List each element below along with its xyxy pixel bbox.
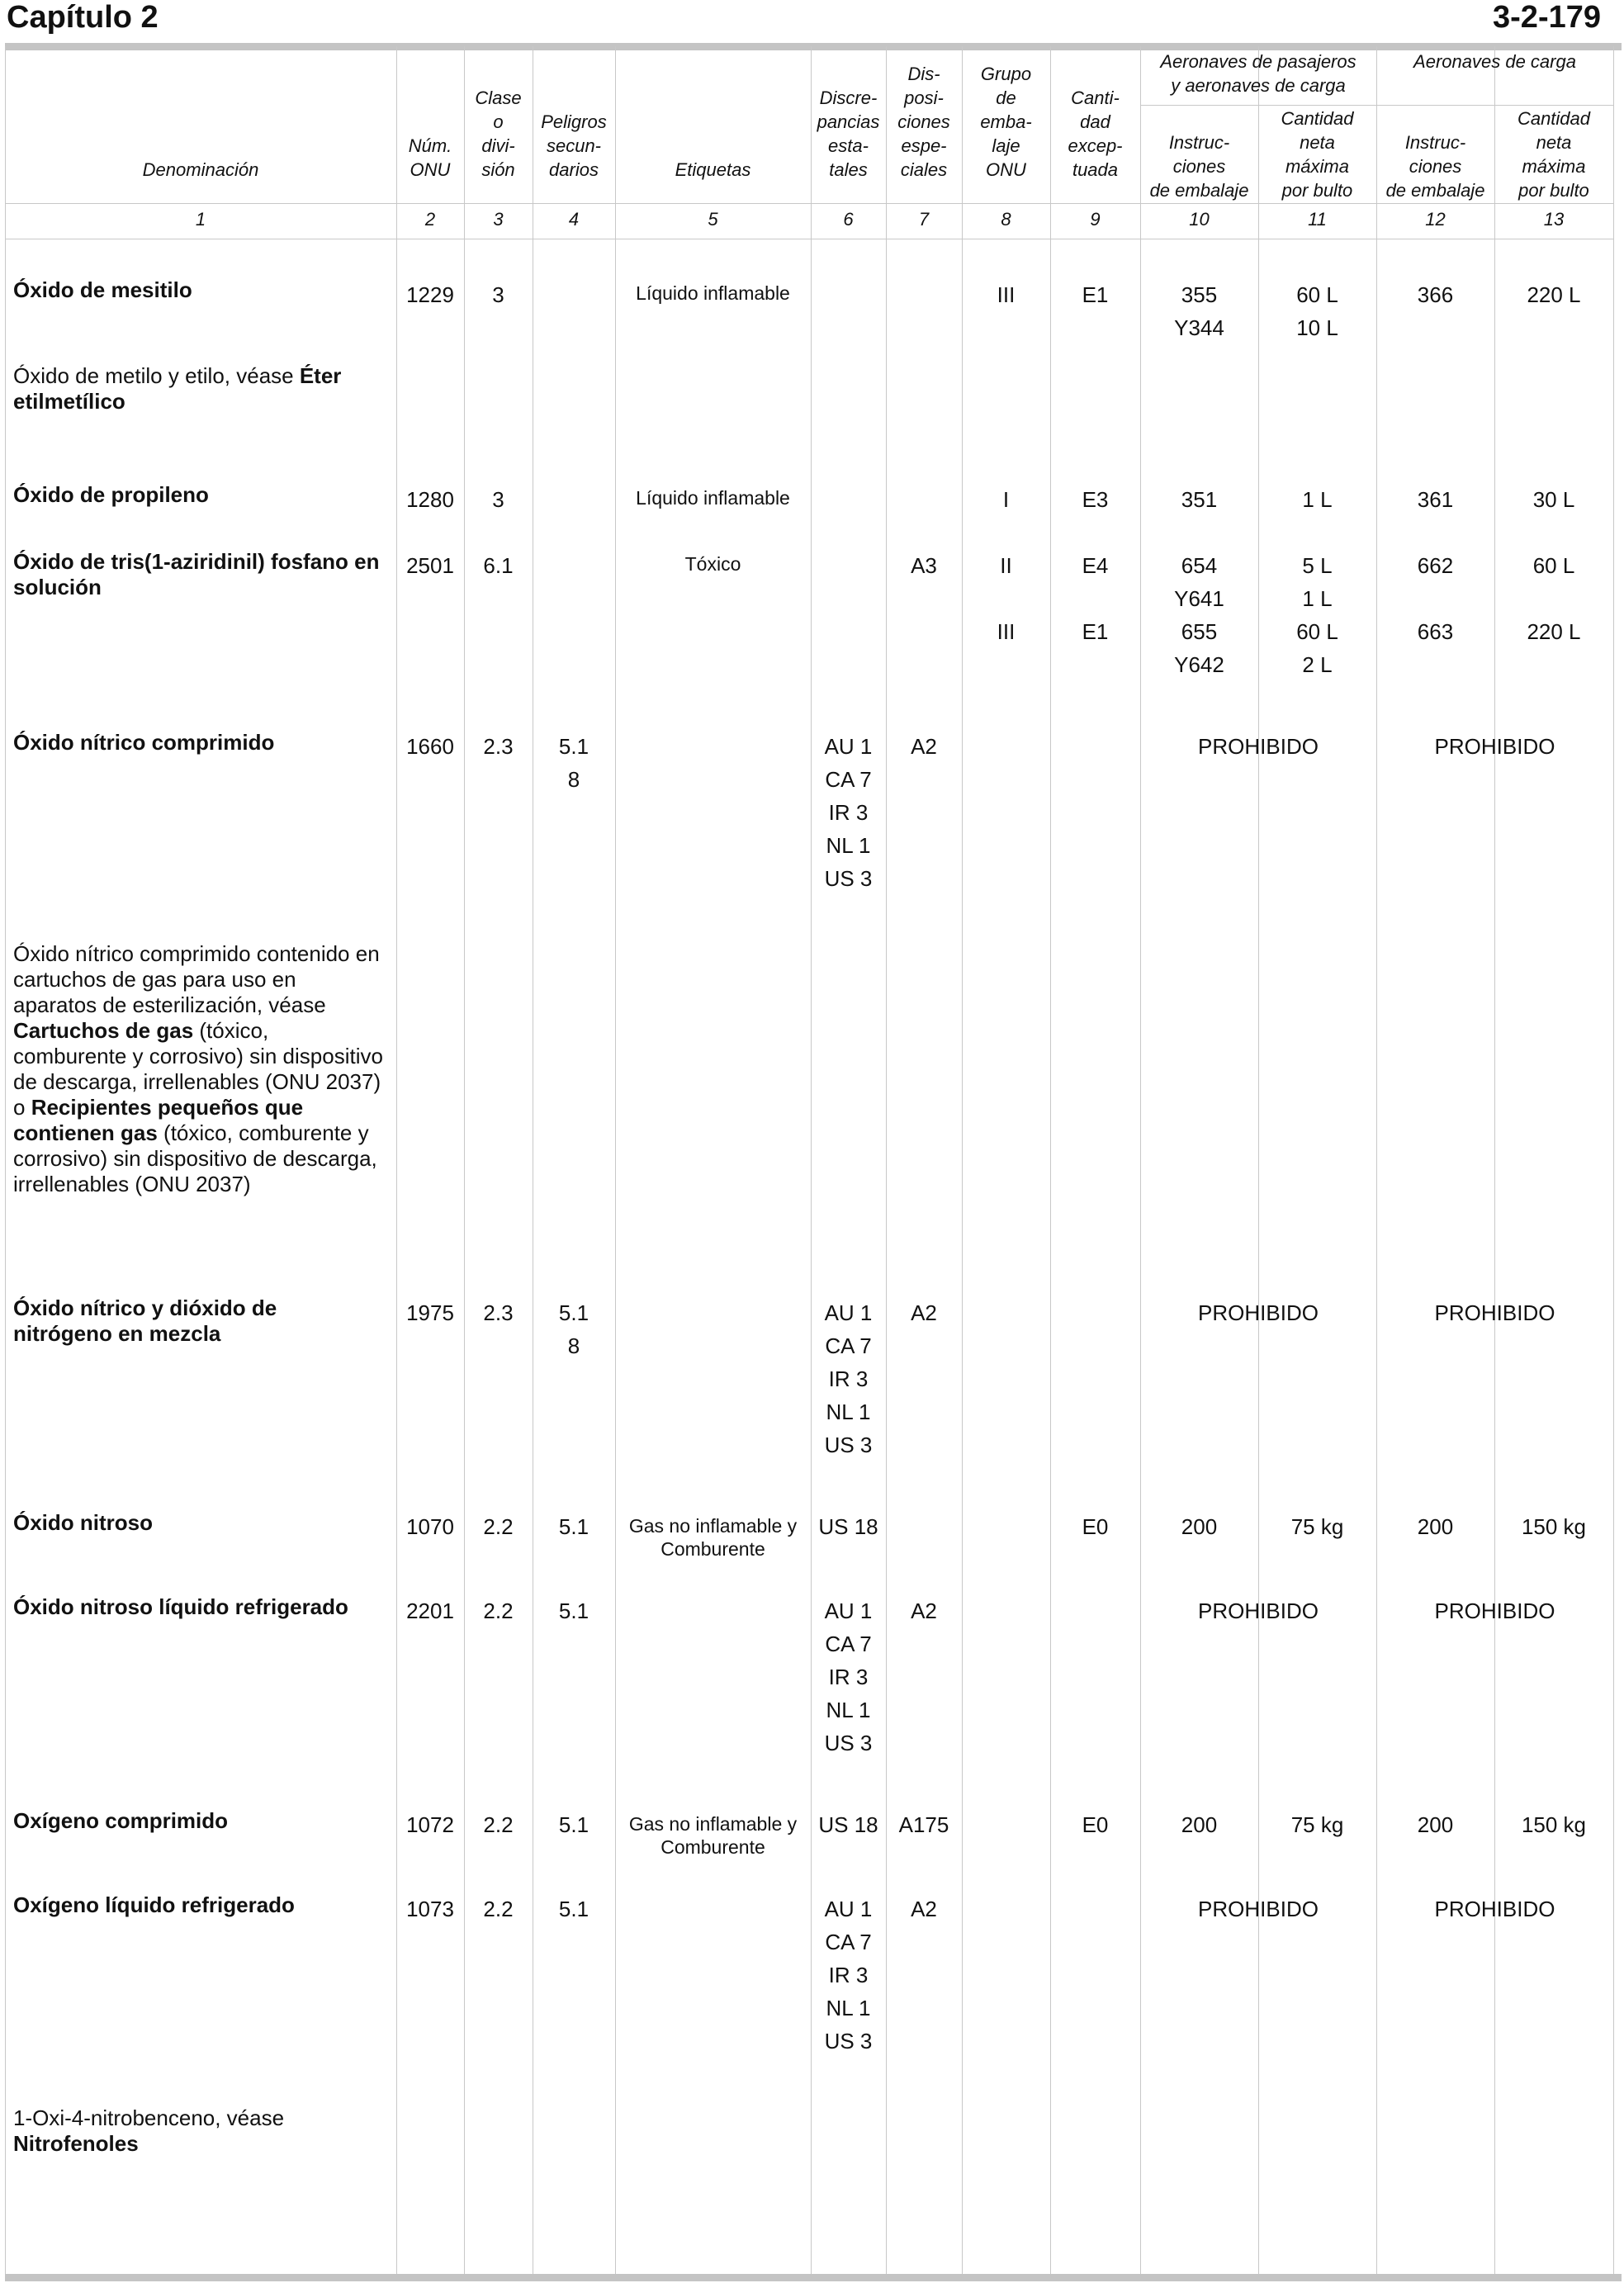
cargo-forbidden: PROHIBIDO (1434, 1599, 1555, 1623)
header-cargo-aircraft: Aeronaves de carga (1413, 51, 1576, 72)
entry-name: Óxido nítrico y dióxido de nitrógeno en mezcla (13, 1295, 277, 1346)
column-number: 2 (424, 209, 436, 230)
header-pax-packing-instr: Instruc- ciones de embalaje (1149, 132, 1249, 201)
group-header-line (1140, 105, 1613, 106)
pax-forbidden: PROHIBIDO (1198, 734, 1319, 759)
grid-line (1376, 46, 1377, 2274)
grid-line (1494, 46, 1495, 2274)
entry-name: Oxígeno comprimido (13, 1808, 229, 1833)
cross-reference-entry: Óxido de metilo y etilo, véase Éter etilmetílico (13, 363, 342, 414)
chapter-title: Capítulo 2 (7, 0, 159, 35)
excepted-qty: E0 (1082, 1514, 1109, 1539)
hazard-label: Líquido inflamable (636, 487, 790, 509)
column-number: 5 (708, 209, 718, 230)
class-division: 2.2 (483, 1812, 514, 1837)
packing-group: III (997, 619, 1016, 644)
column-number: 13 (1543, 209, 1565, 230)
un-number: 1660 (406, 734, 454, 759)
packing-group: II (1000, 553, 1012, 578)
pax-packing-instr: 200 (1181, 1812, 1218, 1837)
pax-packing-instr: 654 Y641 655 Y642 (1174, 553, 1224, 677)
un-number: 1070 (406, 1514, 454, 1539)
column-number: 4 (568, 209, 580, 230)
class-division: 2.2 (483, 1599, 514, 1623)
cargo-max-qty: 220 L (1527, 619, 1581, 644)
page-number: 3-2-179 (1493, 0, 1601, 35)
cargo-max-qty: 220 L (1527, 282, 1581, 307)
pax-forbidden: PROHIBIDO (1198, 1599, 1319, 1623)
pax-max-qty: 75 kg (1290, 1514, 1344, 1539)
pax-max-qty: 5 L 1 L 60 L 2 L (1296, 553, 1338, 677)
excepted-qty: E3 (1082, 487, 1109, 512)
grid-line (396, 46, 397, 2274)
special-provision: A2 (911, 1599, 937, 1623)
column-number: 12 (1425, 209, 1446, 230)
pax-max-qty: 60 L 10 L (1296, 282, 1338, 340)
column-number: 8 (1001, 209, 1011, 230)
column-number: 10 (1189, 209, 1210, 230)
header-passenger-aircraft: Aeronaves de pasajeros y aeronaves de carga (1160, 51, 1356, 96)
special-provision: A175 (898, 1812, 949, 1837)
cross-reference-entry: 1-Oxi-4-nitrobenceno, véase Nitrofenoles (13, 2105, 285, 2156)
subsidiary-hazard: 5.1 (558, 1599, 589, 1623)
hazard-label: Líquido inflamable (636, 282, 790, 304)
cargo-packing-instr: 662 (1417, 553, 1454, 578)
bottom-rule (5, 2274, 1622, 2281)
pax-packing-instr: 351 (1181, 487, 1218, 512)
excepted-qty: E1 (1082, 619, 1109, 644)
cargo-packing-instr: 366 (1417, 282, 1454, 307)
header-special-provisions: Dis- posi- ciones espe- ciales (897, 64, 950, 180)
column-number: 7 (918, 209, 930, 230)
special-provision: A3 (911, 553, 937, 578)
hazard-label: Gas no inflamable y Comburente (628, 1813, 798, 1858)
header-pax-max-qty: Cantidad neta máxima por bulto (1281, 108, 1354, 201)
special-provision: A2 (911, 1300, 937, 1325)
grid-line (886, 46, 887, 2274)
column-number: 9 (1090, 209, 1101, 230)
cargo-max-qty: 150 kg (1521, 1514, 1587, 1539)
un-number: 2501 (406, 553, 454, 578)
grid-line (464, 46, 465, 2274)
un-number: 1975 (406, 1300, 454, 1325)
cross-reference-entry: Óxido nítrico comprimido contenido en cartuchos de gas para uso en aparatos de esterilización, véase Cartuchos de gas (tóxico, comburente y corrosivo) sin dispositivo de descarga, irrellenables (ONU 2037) o Recipientes pequeños que contienen gas (tóxico, comburente y corrosivo) sin dispositivo de descarga, irrellenables (ONU 2037) (13, 941, 383, 1196)
state-variations: US 18 (818, 1812, 878, 1837)
cargo-max-qty: 30 L (1532, 487, 1575, 512)
header-un: Núm. ONU (408, 135, 452, 180)
excepted-qty: E0 (1082, 1812, 1109, 1837)
state-variations: AU 1 CA 7 IR 3 NL 1 US 3 (824, 1897, 873, 2053)
header-cargo-packing-instr: Instruc- ciones de embalaje (1385, 132, 1485, 201)
grid-line (1613, 46, 1614, 2274)
subsidiary-hazard: 5.1 (558, 1812, 589, 1837)
subsidiary-hazard: 5.1 (558, 1514, 589, 1539)
pax-forbidden: PROHIBIDO (1198, 1300, 1319, 1325)
header-class: Clase o divi- sión (475, 88, 522, 180)
cargo-max-qty: 60 L (1532, 553, 1575, 578)
hazard-label: Gas no inflamable y Comburente (628, 1515, 798, 1560)
pax-forbidden: PROHIBIDO (1198, 1897, 1319, 1921)
hazard-label: Tóxico (684, 553, 741, 575)
entry-name: Óxido nitroso (13, 1510, 153, 1535)
state-variations: AU 1 CA 7 IR 3 NL 1 US 3 (824, 1300, 873, 1457)
pax-max-qty: 1 L (1302, 487, 1333, 512)
entry-name: Óxido nitroso líquido refrigerado (13, 1594, 348, 1619)
special-provision: A2 (911, 1897, 937, 1921)
class-division: 6.1 (483, 553, 514, 578)
column-number: 6 (843, 209, 854, 230)
grid-line (1258, 46, 1259, 2274)
grid-line (962, 46, 963, 2274)
header-labels: Etiquetas (675, 159, 751, 180)
column-number: 1 (195, 209, 206, 230)
subsidiary-hazard: 5.1 8 (558, 1300, 589, 1358)
un-number: 2201 (406, 1599, 454, 1623)
grid-line (1140, 46, 1141, 2274)
grid-line (615, 46, 616, 2274)
packing-group: I (1002, 487, 1010, 512)
un-number: 1072 (406, 1812, 454, 1837)
cargo-forbidden: PROHIBIDO (1434, 734, 1555, 759)
un-number: 1280 (406, 487, 454, 512)
entry-name: Óxido de tris(1-aziridinil) fosfano en solución (13, 549, 380, 599)
un-number: 1229 (406, 282, 454, 307)
grid-line (5, 46, 6, 2274)
header-packing-group: Grupo de emba- laje ONU (980, 64, 1032, 180)
grid-line (1050, 46, 1051, 2274)
entry-name: Óxido de mesitilo (13, 277, 192, 302)
header-excepted-qty: Canti- dad excep- tuada (1068, 88, 1123, 180)
cargo-packing-instr: 200 (1417, 1812, 1454, 1837)
entry-name: Oxígeno líquido refrigerado (13, 1892, 295, 1917)
header-cargo-max-qty: Cantidad neta máxima por bulto (1517, 108, 1591, 201)
column-number: 11 (1308, 209, 1327, 230)
state-variations: AU 1 CA 7 IR 3 NL 1 US 3 (824, 1599, 873, 1755)
class-division: 2.3 (483, 1300, 514, 1325)
state-variations: US 18 (818, 1514, 878, 1539)
class-division: 2.2 (483, 1897, 514, 1921)
cargo-forbidden: PROHIBIDO (1434, 1300, 1555, 1325)
class-division: 3 (492, 487, 504, 512)
cargo-packing-instr: 663 (1417, 619, 1454, 644)
header-subsidiary: Peligros secun- darios (541, 111, 607, 180)
entry-name: Óxido nítrico comprimido (13, 730, 275, 755)
header-name: Denominación (142, 159, 259, 180)
class-division: 3 (492, 282, 504, 307)
pax-max-qty: 75 kg (1290, 1812, 1344, 1837)
cargo-packing-instr: 361 (1417, 487, 1454, 512)
cargo-max-qty: 150 kg (1521, 1812, 1587, 1837)
class-division: 2.3 (483, 734, 514, 759)
pax-packing-instr: 200 (1181, 1514, 1218, 1539)
cargo-packing-instr: 200 (1417, 1514, 1454, 1539)
header-state-variations: Discre- pancias esta- tales (817, 88, 880, 180)
pax-packing-instr: 355 Y344 (1174, 282, 1224, 340)
class-division: 2.2 (483, 1514, 514, 1539)
cargo-forbidden: PROHIBIDO (1434, 1897, 1555, 1921)
un-number: 1073 (406, 1897, 454, 1921)
excepted-qty: E1 (1082, 282, 1109, 307)
header-bottom-line (5, 203, 1613, 204)
special-provision: A2 (911, 734, 937, 759)
subsidiary-hazard: 5.1 8 (558, 734, 589, 792)
entry-name: Óxido de propileno (13, 482, 209, 507)
excepted-qty: E4 (1082, 553, 1109, 578)
state-variations: AU 1 CA 7 IR 3 NL 1 US 3 (824, 734, 873, 891)
column-number: 3 (493, 209, 504, 230)
packing-group: III (997, 282, 1016, 307)
subsidiary-hazard: 5.1 (558, 1897, 589, 1921)
